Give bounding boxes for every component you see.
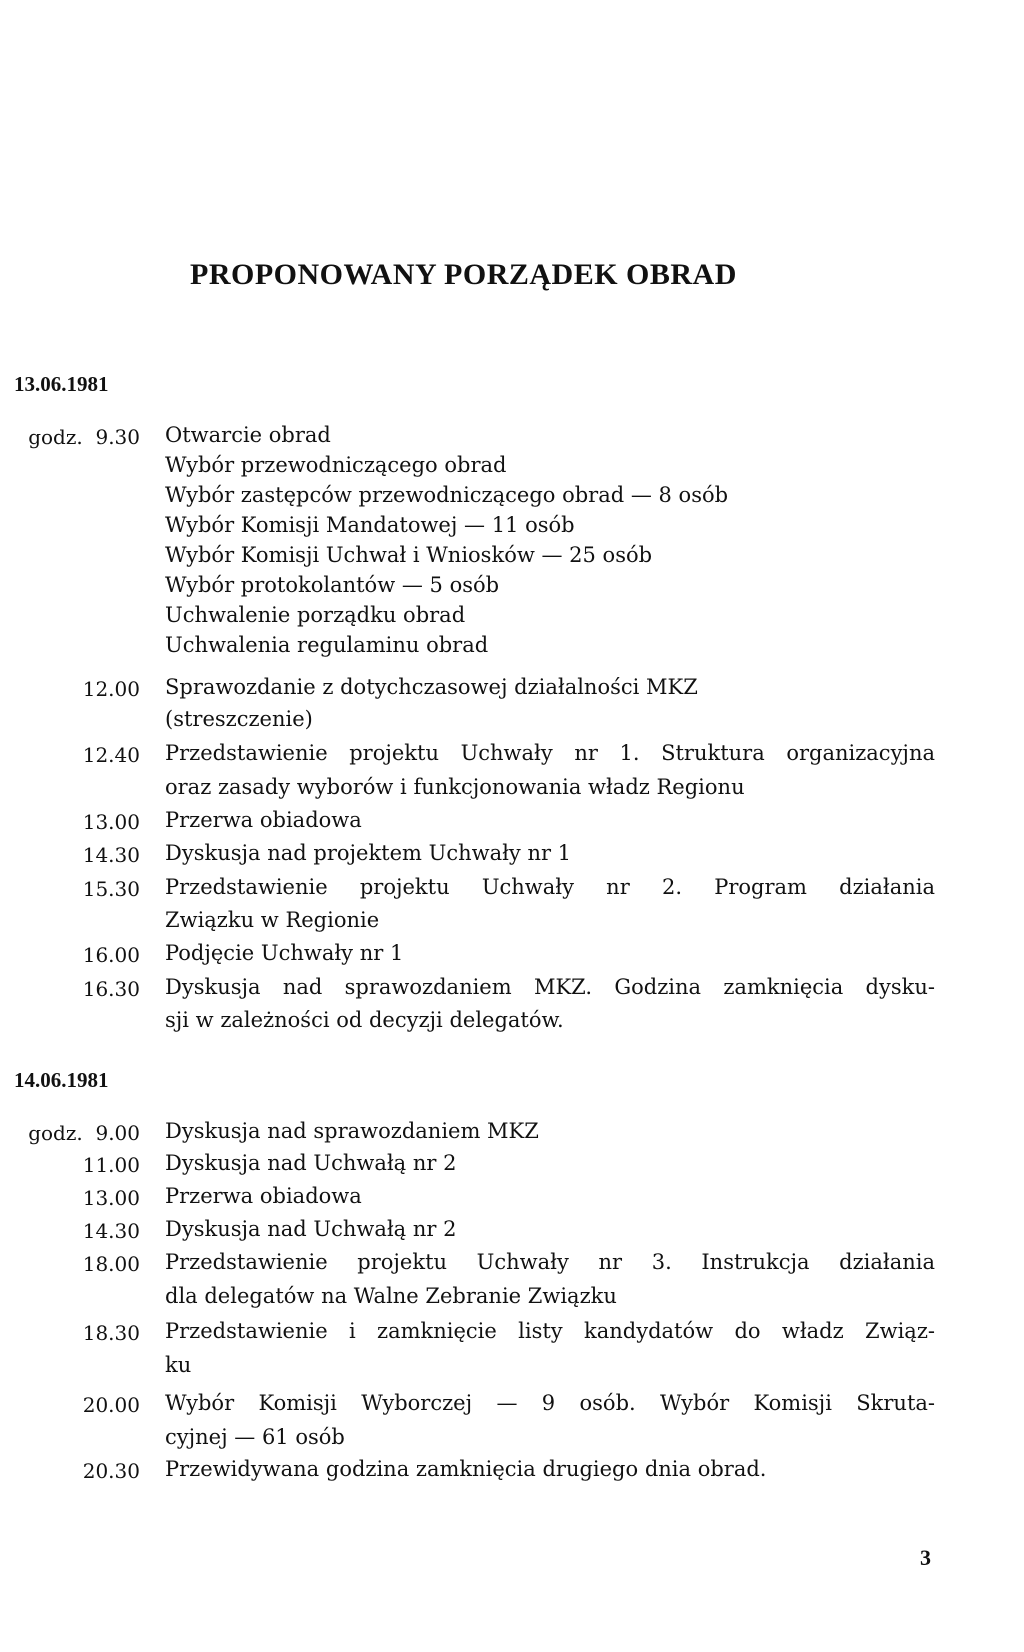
agenda-time: 12.40	[82, 743, 140, 767]
day-1-date: 13.06.1981	[14, 372, 109, 396]
agenda-line: Dyskusja nad Uchwałą nr 2	[165, 1151, 457, 1175]
agenda-time: 18.30	[82, 1321, 140, 1345]
agenda-line: Wybór Komisji Uchwał i Wniosków — 25 osób	[165, 543, 653, 567]
agenda-time: 13.00	[82, 1186, 140, 1210]
agenda-time: 15.30	[82, 877, 140, 901]
time-value: 9.00	[95, 1121, 140, 1145]
agenda-line: sji w zależności od decyzji delegatów.	[165, 1008, 564, 1032]
time-value: 9.30	[95, 425, 140, 449]
agenda-line: Wybór przewodniczącego obrad	[165, 453, 507, 477]
agenda-time: 14.30	[82, 843, 140, 867]
agenda-line: Wybór Komisji Wyborczej — 9 osób. Wybór Komisji Skruta-	[165, 1391, 935, 1415]
agenda-line: dla delegatów na Walne Zebranie Związku	[165, 1284, 617, 1308]
agenda-line: Uchwalenia regulaminu obrad	[165, 633, 489, 657]
agenda-line: ku	[165, 1353, 192, 1377]
agenda-line: Otwarcie obrad	[165, 423, 331, 447]
time-prefix: godz.	[28, 425, 83, 449]
agenda-time: 14.30	[82, 1219, 140, 1243]
agenda-time: 20.30	[82, 1459, 140, 1483]
agenda-time: 20.00	[82, 1393, 140, 1417]
agenda-line: Wybór zastępców przewodniczącego obrad — 8 osób	[165, 483, 729, 507]
agenda-line: oraz zasady wyborów i funkcjonowania władz Regionu	[165, 775, 745, 799]
agenda-line: cyjnej — 61 osób	[165, 1425, 345, 1449]
agenda-line: Uchwalenie porządku obrad	[165, 603, 466, 627]
agenda-line: Związku w Regionie	[165, 908, 380, 932]
agenda-time: 18.00	[82, 1252, 140, 1276]
agenda-line: (streszczenie)	[165, 707, 313, 731]
agenda-line: Dyskusja nad Uchwałą nr 2	[165, 1217, 457, 1241]
page-title: PROPONOWANY PORZĄDEK OBRAD	[190, 258, 737, 291]
agenda-line: Przedstawienie projektu Uchwały nr 2. Program działania	[165, 875, 935, 899]
agenda-line: Wybór Komisji Mandatowej — 11 osób	[165, 513, 575, 537]
agenda-time: 11.00	[82, 1153, 140, 1177]
agenda-time: 13.00	[82, 810, 140, 834]
agenda-time	[14, 425, 140, 449]
agenda-line: Przedstawienie i zamknięcie listy kandydatów do władz Związ-	[165, 1319, 935, 1343]
time-prefix: godz.	[28, 1121, 83, 1145]
agenda-line: Przerwa obiadowa	[165, 808, 362, 832]
agenda-line: Sprawozdanie z dotychczasowej działalności MKZ	[165, 675, 698, 699]
agenda-line: Przedstawienie projektu Uchwały nr 3. Instrukcja działania	[165, 1250, 935, 1274]
agenda-time: 16.30	[82, 977, 140, 1001]
agenda-time	[14, 1121, 140, 1145]
agenda-line: Dyskusja nad sprawozdaniem MKZ	[165, 1119, 539, 1143]
agenda-line: Przerwa obiadowa	[165, 1184, 362, 1208]
page-number: 3	[920, 1545, 931, 1570]
agenda-time: 16.00	[82, 943, 140, 967]
agenda-line: Wybór protokolantów — 5 osób	[165, 573, 500, 597]
day-2-date: 14.06.1981	[14, 1068, 109, 1092]
agenda-line: Dyskusja nad sprawozdaniem MKZ. Godzina zamknięcia dysku-	[165, 975, 935, 999]
agenda-line: Dyskusja nad projektem Uchwały nr 1	[165, 841, 572, 865]
agenda-line: Przedstawienie projektu Uchwały nr 1. Struktura organizacyjna	[165, 741, 935, 765]
agenda-line: Przewidywana godzina zamknięcia drugiego dnia obrad.	[165, 1457, 767, 1481]
agenda-time: 12.00	[82, 677, 140, 701]
agenda-line: Podjęcie Uchwały nr 1	[165, 941, 404, 965]
